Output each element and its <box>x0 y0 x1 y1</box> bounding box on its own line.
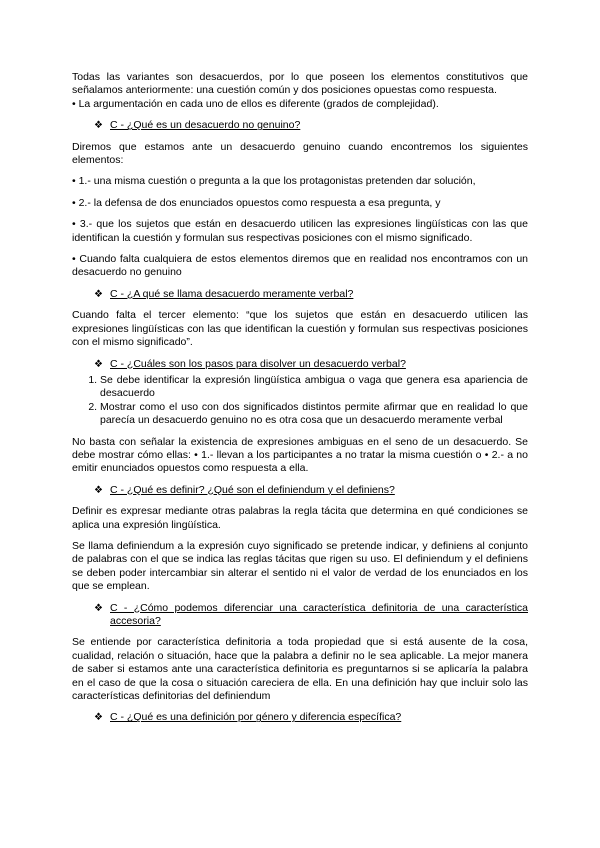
intro-bullet: • La argumentación en cada uno de ellos es diferente (grados de complejidad). <box>72 97 439 110</box>
diamond-bullet-icon: ❖ <box>94 120 103 132</box>
diamond-bullet-icon: ❖ <box>94 288 103 300</box>
bullet-paragraph: • Cuando falta cualquiera de estos elementos diremos que en realidad nos encontramos con un desacuerdo no genuino <box>72 253 528 279</box>
paragraph: Definir es expresar mediante otras palabras la regla tácita que determina en qué condiciones se aplica una expresión lingüística. <box>72 505 528 531</box>
paragraph: No basta con señalar la existencia de expresiones ambiguas en el seno de un desacuerdo. Se debe mostrar cómo ellas: • 1.- llevan a los participantes a no tratar la misma cuestión o • 2.- a no emitir enunciados opuestos como respuesta a ella. <box>72 435 528 475</box>
heading-text: C - ¿Qué es una definición por género y diferencia específica? <box>110 711 402 724</box>
diamond-bullet-icon: ❖ <box>94 712 103 724</box>
question-heading-6 <box>72 711 528 724</box>
steps-list <box>72 374 528 428</box>
diamond-bullet-icon: ❖ <box>94 358 103 370</box>
question-heading-2 <box>72 288 528 301</box>
list-item: 1. Se debe identificar la expresión lingüística ambigua o vaga que genera esa apariencia de desacuerdo <box>100 374 528 401</box>
question-heading-4 <box>72 484 528 497</box>
question-heading-3 <box>72 358 528 371</box>
list-item: 2. Mostrar como el uso con dos significados distintos permite afirmar que en realidad lo que parecía un desacuerdo genuino no es otra cosa que un desacuerdo meramente verbal <box>100 401 528 428</box>
heading-text: C - ¿Cómo podemos diferenciar una característica definitoria de una característica accesoria? <box>110 601 528 627</box>
diamond-bullet-icon: ❖ <box>94 602 103 614</box>
diamond-bullet-icon: ❖ <box>94 484 103 496</box>
heading-text: C - ¿Qué es definir? ¿Qué son el definiendum y el definiens? <box>110 483 395 496</box>
heading-text: C - ¿A qué se llama desacuerdo meramente verbal? <box>110 287 354 300</box>
heading-text: C - ¿Qué es un desacuerdo no genuino? <box>110 119 301 132</box>
bullet-paragraph: • 2.- la defensa de dos enunciados opuestos como respuesta a esa pregunta, y <box>72 196 441 209</box>
paragraph: Se llama definiendum a la expresión cuyo significado se pretende indicar, y definiens al conjunto de palabras con el que se indica las reglas tácitas que rigen su uso. El definiendum y el definiens se deben poder intercambiar sin alterar el sentido ni el valor de verdad de los enunciados en los que se emplean. <box>72 539 528 593</box>
question-heading-1 <box>72 119 528 132</box>
bullet-paragraph: • 3.- que los sujetos que están en desacuerdo utilicen las expresiones lingüísticas con las que identifican la cuestión y formulan sus respectivas posiciones con el mismo significado. <box>72 218 528 244</box>
paragraph: Diremos que estamos ante un desacuerdo genuino cuando encontremos los siguientes elementos: <box>72 140 528 167</box>
heading-text: C - ¿Cuáles son los pasos para disolver un desacuerdo verbal? <box>110 357 406 370</box>
document-page <box>72 71 528 733</box>
bullet-paragraph: • 1.- una misma cuestión o pregunta a la que los protagonistas pretenden dar solución, <box>72 175 476 188</box>
question-heading-5 <box>72 602 528 629</box>
paragraph: Se entiende por característica definitoria a toda propiedad que si está ausente de la cosa, cualidad, relación o situación, hace que la palabra a definir no le sea aplicable. La mejor manera de saber si estamos ante una característica definitoria es preguntarnos si se aplicaría la palabra en el caso de que la cosa o situación careciera de ella. En una definición hay que incluir solo las características definitorias del definiendum <box>72 636 528 703</box>
paragraph: Cuando falta el tercer elemento: “que los sujetos que están en desacuerdo utilicen las expresiones lingüísticas con las que identifican la cuestión y formulan sus respectivas posiciones con el mismo significado”. <box>72 309 528 349</box>
intro-paragraph: Todas las variantes son desacuerdos, por lo que poseen los elementos constitutivos que señalamos anteriormente: una cuestión común y dos posiciones opuestas como respuesta. <box>72 71 528 97</box>
